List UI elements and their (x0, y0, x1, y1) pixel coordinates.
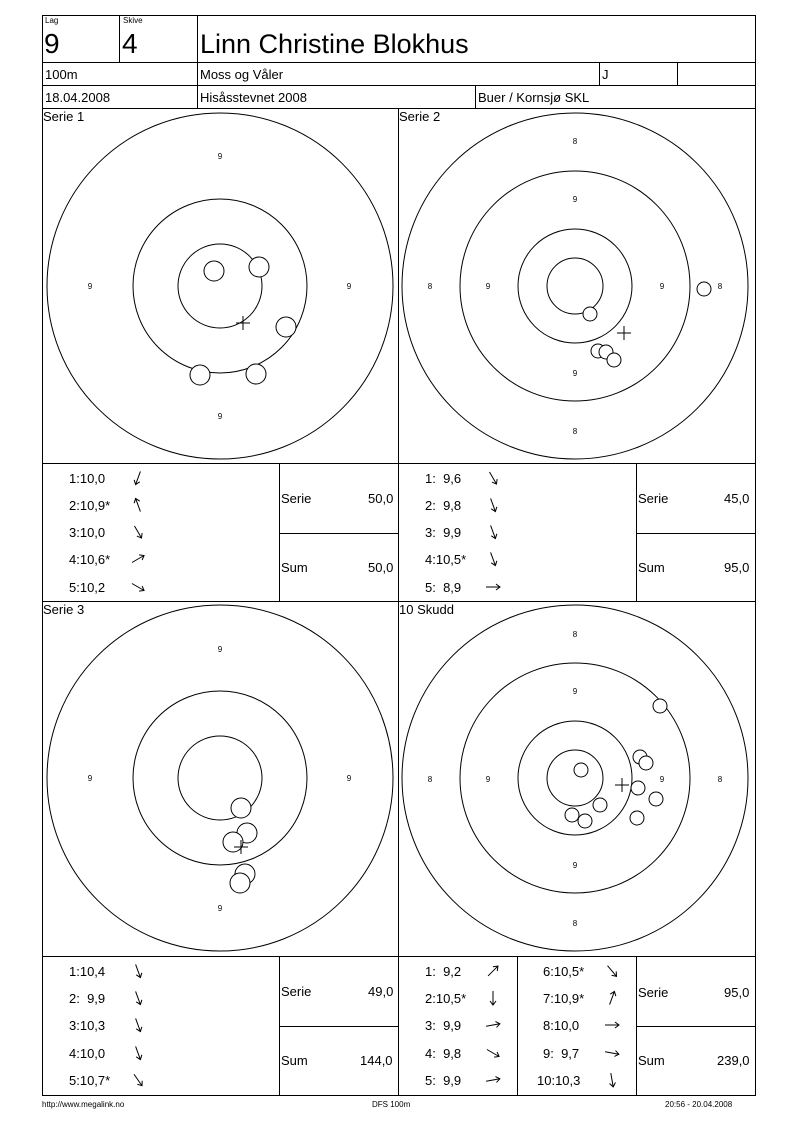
serie3-title: Serie 3 (43, 602, 85, 617)
ring-label: 9 (346, 282, 352, 291)
direction-arrow (133, 1017, 143, 1032)
svg-text:8: 8 (717, 282, 723, 291)
ring-label: 9 (217, 152, 223, 161)
direction-arrow (487, 470, 499, 485)
direction-arrow (486, 1076, 501, 1084)
svg-text:8: 8 (427, 775, 433, 784)
svg-text:8: 8 (572, 427, 578, 436)
serie1-serie-label: Serie (281, 491, 312, 506)
svg-text:8: 8 (572, 919, 578, 928)
shot-entry: 3: 9,9 (425, 1018, 462, 1033)
shot-entry: 8:10,0 (543, 1018, 580, 1033)
direction-arrow (608, 1073, 616, 1088)
shot-entry: 4: 9,8 (425, 1046, 462, 1061)
shot-entry: 6:10,5* (543, 964, 585, 979)
shot-entry: 3:10,3 (69, 1018, 106, 1033)
serie3-sum-value: 144,0 (360, 1053, 393, 1068)
shot-entry: 1: 9,6 (425, 471, 462, 486)
svg-text:8: 8 (572, 137, 578, 146)
shot-entry: 7:10,9* (543, 991, 585, 1006)
shot-entry: 5: 8,9 (425, 580, 462, 595)
skive-value: 4 (122, 28, 138, 59)
shooter-name: Linn Christine Blokhus (200, 29, 469, 59)
footer-url[interactable]: http://www.megalink.no (42, 1100, 125, 1109)
serie2-serie-value: 45,0 (724, 491, 750, 506)
serie2-serie-label: Serie (638, 491, 669, 506)
svg-text:9: 9 (572, 687, 578, 696)
skive-label: Skive (123, 16, 143, 25)
direction-arrow (132, 1073, 145, 1088)
shot-entry: 4:10,6* (69, 552, 111, 567)
lag-value: 9 (44, 28, 60, 59)
svg-text:9: 9 (572, 369, 578, 378)
skudd10-serie-label: Serie (638, 985, 669, 1000)
direction-arrow (132, 524, 144, 539)
direction-arrow (490, 991, 496, 1005)
event-name: Hisåsstevnet 2008 (200, 90, 307, 105)
skudd10-title: 10 Skudd (399, 602, 454, 617)
svg-text:8: 8 (572, 630, 578, 639)
direction-arrow (133, 470, 143, 485)
shot-entry: 5:10,2 (69, 580, 106, 595)
svg-text:9: 9 (346, 774, 352, 783)
direction-arrow (605, 964, 619, 979)
skudd10-sum-label: Sum (638, 1053, 665, 1068)
shot-entry: 1:10,4 (69, 964, 106, 979)
shot-entry: 2: 9,9 (69, 991, 106, 1006)
svg-text:9: 9 (217, 645, 223, 654)
direction-arrow (133, 963, 143, 978)
svg-text:9: 9 (217, 904, 223, 913)
skudd10-serie-value: 95,0 (724, 985, 750, 1000)
svg-text:9: 9 (485, 282, 491, 291)
shot-entry: 5:10,7* (69, 1073, 111, 1088)
direction-arrow (488, 551, 498, 566)
direction-arrow (486, 584, 500, 590)
footer-program: DFS 100m (372, 1100, 411, 1109)
ring-label: 9 (87, 282, 93, 291)
distance: 100m (45, 67, 78, 82)
footer-timestamp: 20:56 - 20.04.2008 (665, 1100, 733, 1109)
direction-arrow (133, 497, 143, 512)
shot-entry: 4:10,0 (69, 1046, 106, 1061)
direction-arrow (133, 1045, 143, 1060)
serie1-serie-value: 50,0 (368, 491, 394, 506)
svg-text:9: 9 (659, 775, 665, 784)
host-club: Buer / Kornsjø SKL (478, 90, 590, 105)
svg-text:9: 9 (87, 774, 93, 783)
ring-label: 9 (217, 412, 223, 421)
direction-arrow (605, 1022, 619, 1028)
svg-text:8: 8 (717, 775, 723, 784)
direction-arrow (488, 524, 498, 539)
shot-entry: 2:10,5* (425, 991, 467, 1006)
svg-text:9: 9 (572, 861, 578, 870)
skudd10-sum-value: 239,0 (717, 1053, 750, 1068)
direction-arrow (486, 1021, 501, 1029)
klasse: J (602, 67, 609, 82)
lag-label: Lag (45, 16, 59, 25)
serie3-serie-label: Serie (281, 984, 312, 999)
shot-entry: 4:10,5* (425, 552, 467, 567)
serie2-sum-label: Sum (638, 560, 665, 575)
serie1-title: Serie 1 (43, 109, 85, 124)
serie3-serie-value: 49,0 (368, 984, 394, 999)
shot-entry: 3:10,0 (69, 525, 106, 540)
direction-arrow (607, 990, 617, 1005)
serie3-sum-label: Sum (281, 1053, 308, 1068)
serie1-sum-label: Sum (281, 560, 308, 575)
direction-arrow (130, 553, 145, 565)
shot-entry: 3: 9,9 (425, 525, 462, 540)
shot-entry: 10:10,3 (537, 1073, 581, 1088)
serie2-sum-value: 95,0 (724, 560, 750, 575)
serie2-title: Serie 2 (399, 109, 441, 124)
svg-text:9: 9 (659, 282, 665, 291)
svg-text:8: 8 (427, 282, 433, 291)
shot-entry: 1: 9,2 (425, 964, 462, 979)
svg-text:9: 9 (485, 775, 491, 784)
shot-entry: 2: 9,8 (425, 498, 462, 513)
serie1-sum-value: 50,0 (368, 560, 394, 575)
direction-arrow (486, 964, 500, 978)
shot-entry: 1:10,0 (69, 471, 106, 486)
direction-arrow (485, 1047, 500, 1059)
direction-arrow (488, 497, 498, 512)
direction-arrow (605, 1049, 620, 1057)
svg-text:9: 9 (572, 195, 578, 204)
shot-entry: 2:10,9* (69, 498, 111, 513)
direction-arrow (133, 990, 143, 1005)
club: Moss og Våler (200, 67, 284, 82)
date: 18.04.2008 (45, 90, 111, 105)
direction-arrow (130, 581, 145, 593)
shot-entry: 9: 9,7 (543, 1046, 580, 1061)
shot-entry: 5: 9,9 (425, 1073, 462, 1088)
